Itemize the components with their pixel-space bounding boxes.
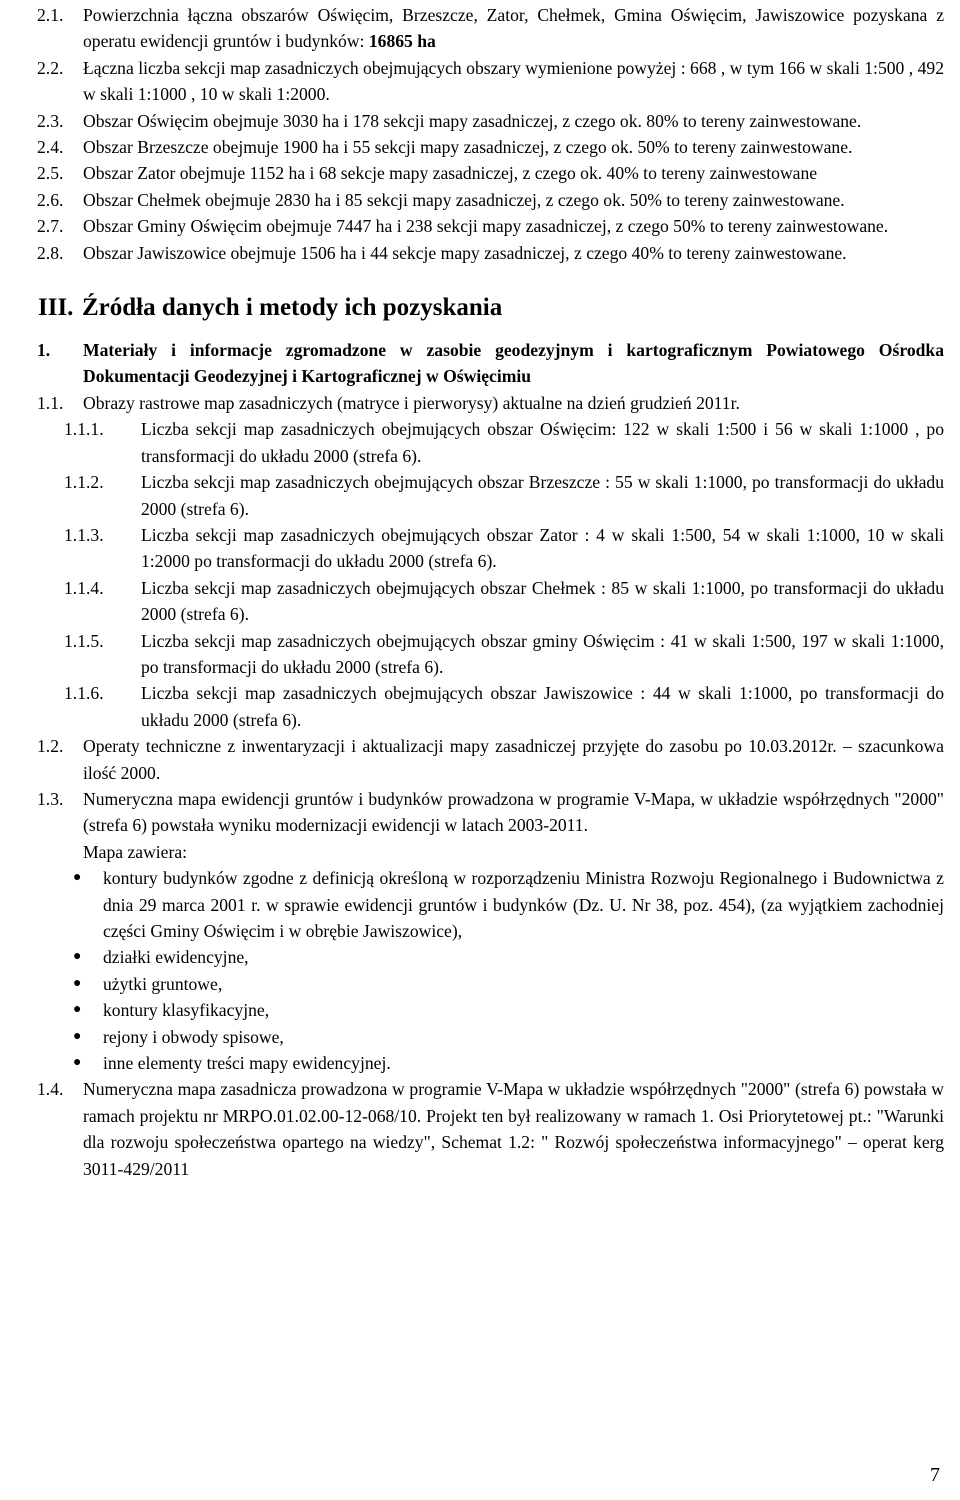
item-text: Liczba sekcji map zasadniczych obejmujących obszar Jawiszowice : 44 w skali 1:1000, po transformacji do układu 2000 (strefa 6).: [141, 683, 944, 730]
page-number: 7: [930, 1464, 940, 1486]
list-item: [0, 55, 960, 108]
item-text: Operaty techniczne z inwentaryzacji i aktualizacji mapy zasadniczej przyjęte do zasobu po 10.03.2012r. – szacunkowa ilość 2000.: [83, 736, 944, 783]
item-text: Obszar Jawiszowice obejmuje 1506 ha i 44 sekcje mapy zasadniczej, z czego 40% to tereny zainwestowane.: [83, 242, 847, 263]
item-number: 2.4.: [37, 137, 64, 158]
bullet-text: kontury klasyfikacyjne,: [103, 1000, 270, 1021]
section-heading: [38, 293, 960, 323]
bullet-icon: ●: [73, 1028, 82, 1044]
section-title: Źródła danych i metody ich pozyskania: [82, 294, 503, 322]
bullet-icon: ●: [73, 870, 82, 886]
bullet-item: [0, 1050, 960, 1076]
item-text: Obszar Zator obejmuje 1152 ha i 68 sekcje mapy zasadniczej, z czego ok. 40% to tereny zainwestowane: [83, 163, 818, 184]
item-text: Obszar Gminy Oświęcim obejmuje 7447 ha i 238 sekcji mapy zasadniczej, z czego 50% to tereny zainwestowane.: [83, 216, 889, 237]
item-text: Liczba sekcji map zasadniczych obejmujących obszar Oświęcim: 122 w skali 1:500 i 56 w skali 1:1000 , po transformacji do układu 2000 (strefa 6).: [141, 419, 944, 466]
section-2-list: [0, 2, 960, 266]
item-number: 2.6.: [37, 189, 64, 210]
item-number: 1.3.: [37, 788, 64, 809]
list-item: [0, 2, 960, 55]
item-text: Liczba sekcji map zasadniczych obejmujących obszar gminy Oświęcim : 41 w skali 1:500, 197 w skali 1:1000, po transformacji do układu 2000 (strefa 6).: [141, 630, 944, 677]
list-item: [0, 575, 960, 628]
section-number: III.: [38, 294, 74, 322]
item-number: 2.1.: [37, 5, 64, 25]
item-text: Obszar Brzeszcze obejmuje 1900 ha i 55 sekcji mapy zasadniczej, z czego ok. 50% to tereny zainwestowane.: [83, 137, 853, 158]
list-item: [0, 1076, 960, 1182]
bullet-icon: ●: [73, 1002, 82, 1018]
bullet-text: działki ewidencyjne,: [103, 947, 249, 968]
bullet-item: [0, 865, 960, 944]
item-number: 1.2.: [37, 736, 64, 757]
item-text: Liczba sekcji map zasadniczych obejmujących obszar Zator : 4 w skali 1:500, 54 w skali 1:1000, 10 w skali 1:2000 po transformacji do układu 2000 (strefa 6).: [141, 524, 944, 572]
item-number: 2.2.: [37, 57, 64, 78]
list-item: [0, 522, 960, 575]
sublist-1-1: [0, 416, 960, 733]
item-text: Liczba sekcji map zasadniczych obejmujących obszar Chełmek : 85 w skali 1:1000, po transformacji do układu 2000 (strefa 6).: [141, 577, 944, 625]
materials-heading: [0, 337, 960, 390]
item-number: 1.1.2.: [64, 472, 104, 493]
item-number: 1.4.: [37, 1079, 64, 1100]
bullet-list: [0, 865, 960, 1076]
list-item: [0, 108, 960, 134]
item-number: 2.7.: [37, 216, 64, 237]
item-text: Obszar Oświęcim obejmuje 3030 ha i 178 sekcji mapy zasadniczej, z czego ok. 80% to tereny zainwestowane.: [83, 110, 862, 131]
item-number: 1.1.6.: [64, 683, 104, 704]
list-item: [0, 187, 960, 213]
list-item: [0, 680, 960, 733]
list-item: [0, 733, 960, 786]
document-page: [0, 2, 960, 1182]
bullet-item: [0, 1024, 960, 1050]
bullet-item: [0, 971, 960, 997]
list-item: [0, 469, 960, 522]
list-item: [0, 628, 960, 681]
item-number: 2.8.: [37, 242, 64, 263]
item-text: Materiały i informacje zgromadzone w zasobie geodezyjnym i kartograficznym Powiatowego Ośrodka Dokumentacji Geodezyjnej i Kartograficznej w Oświęcimiu: [83, 340, 944, 387]
bullet-icon: ●: [73, 975, 82, 991]
item-number: 1.1.1.: [64, 419, 104, 440]
list-item: [0, 786, 960, 839]
bullet-item: [0, 944, 960, 970]
list-item: [0, 416, 960, 469]
list-item: [0, 390, 960, 416]
list-item: [0, 213, 960, 239]
item-text: Powierzchnia łączna obszarów Oświęcim, Brzeszcze, Zator, Chełmek, Gmina Oświęcim, Jawiszowice pozyskana z operatu ewidencji gruntów i budynków: 16865 ha: [83, 5, 944, 52]
item-text: Numeryczna mapa ewidencji gruntów i budynków prowadzona w programie V-Mapa, w układzie współrzędnych "2000" (strefa 6) powstała wyniku modernizacji ewidencji w latach 2003-2011.: [83, 788, 944, 836]
item-number: 1.1.4.: [64, 577, 104, 598]
bullet-text: rejony i obwody spisowe,: [103, 1026, 284, 1047]
bullet-icon: ●: [73, 1055, 82, 1071]
item-number: 1.1.: [37, 392, 64, 413]
total-area: 16865 ha: [368, 31, 436, 52]
list-item: [0, 160, 960, 186]
item-number: 1.1.3.: [64, 524, 104, 545]
item-number: 1.: [37, 340, 51, 361]
item-number: 2.3.: [37, 110, 64, 131]
map-contains-label: Mapa zawiera:: [83, 841, 188, 862]
bullet-text: kontury budynków zgodne z definicją określoną w rozporządzeniu Ministra Rozwoju Regionalnego i Budownictwa z dnia 29 marca 2001 r. w sprawie ewidencji gruntów i budynków (Dz. U. Nr 38, poz. 454), (za wyjątkiem zachodniej części Gminy Oświęcim i w obrębie Jawiszowice),: [103, 868, 944, 941]
item-text: Obrazy rastrowe map zasadniczych (matryce i pierworysy) aktualne na dzień grudzień 2011r.: [83, 392, 740, 413]
item-text: Łączna liczba sekcji map zasadniczych obejmujących obszary wymienione powyżej : 668 , w tym 166 w skali 1:500 , 492 w skali 1:1000 , 10 w skali 1:2000.: [83, 57, 944, 105]
bullet-item: [0, 997, 960, 1023]
list-item: [0, 240, 960, 266]
item-text: Numeryczna mapa zasadnicza prowadzona w programie V-Mapa w układzie współrzędnych "2000" (strefa 6) powstała w ramach projektu nr MRPO.01.02.00-12-068/10. Projekt ten był realizowany w ramach 1. Osi Priorytetowej pt.: "Warunki dla rozwoju społeczeństwa opartego na wiedzy", Schemat 1.2: " Rozwój społeczeństwa informacyjnego" – operat kerg 3011-429/2011: [83, 1079, 944, 1179]
item-number: 1.1.5.: [64, 630, 104, 651]
item-number: 2.5.: [37, 163, 64, 184]
bullet-icon: ●: [73, 949, 82, 965]
item-text: Liczba sekcji map zasadniczych obejmujących obszar Brzeszcze : 55 w skali 1:1000, po transformacji do układu 2000 (strefa 6).: [141, 472, 944, 519]
bullet-text: użytki gruntowe,: [103, 973, 223, 994]
item-text: Obszar Chełmek obejmuje 2830 ha i 85 sekcji mapy zasadniczej, z czego ok. 50% to tereny zainwestowane.: [83, 189, 845, 210]
list-item: [0, 134, 960, 160]
bullet-text: inne elementy treści mapy ewidencyjnej.: [103, 1053, 391, 1074]
